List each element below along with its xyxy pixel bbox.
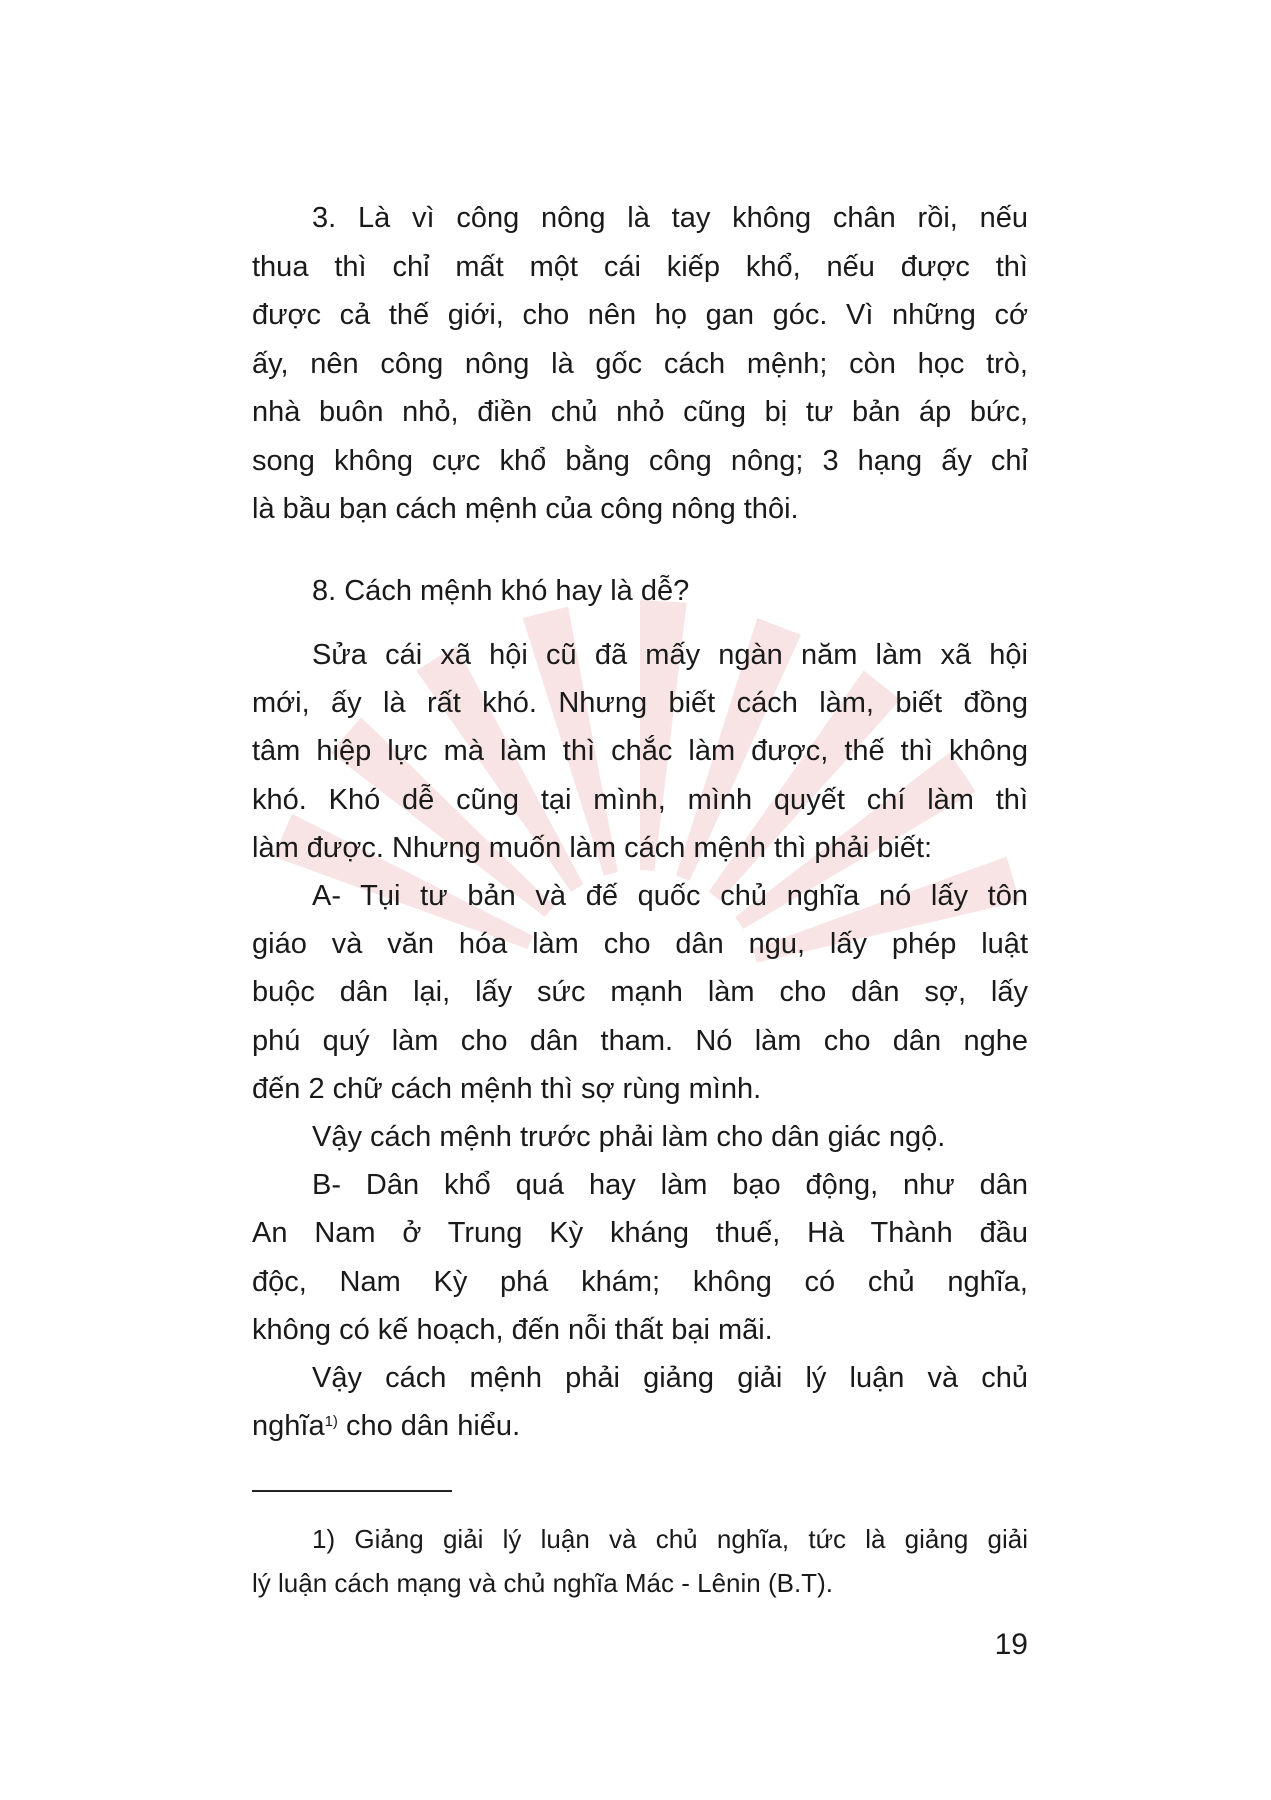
text-line: độc, Nam Kỳ phá khám; không có chủ nghĩa, [252, 1265, 1028, 1298]
page-number: 19 [994, 1628, 1028, 1661]
footnote-separator [252, 1490, 452, 1492]
text-line: tâm hiệp lực mà làm thì chắc làm được, thế thì không [252, 735, 1028, 768]
text-line: 3. Là vì công nông là tay không chân rồi, nếu [312, 202, 1028, 234]
text-line: ấy, nên công nông là gốc cách mệnh; còn học trò, [252, 347, 1028, 380]
text-line: nhà buôn nhỏ, điền chủ nhỏ cũng bị tư bản áp bức, [252, 396, 1028, 428]
section-heading: 8. Cách mệnh khó hay là dễ? [312, 575, 690, 607]
text-line: là bầu bạn cách mệnh của công nông thôi. [252, 493, 799, 525]
text-line: thua thì chỉ mất một cái kiếp khổ, nếu được thì [252, 250, 1028, 283]
text-line: song không cực khổ bằng công nông; 3 hạng ấy chỉ [252, 444, 1028, 477]
text-line: Vậy cách mệnh trước phải làm cho dân giác ngộ. [312, 1121, 946, 1153]
text-line: Sửa cái xã hội cũ đã mấy ngàn năm làm xã hội [312, 639, 1028, 671]
text: nghĩa [252, 1410, 325, 1443]
text-line: B- Dân khổ quá hay làm bạo động, như dân [312, 1169, 1028, 1202]
text-line: đến 2 chữ cách mệnh thì sợ rùng mình. [252, 1072, 762, 1105]
text-line: Vậy cách mệnh phải giảng giải lý luận và chủ [312, 1362, 1028, 1394]
text: cho dân hiểu. [337, 1410, 521, 1443]
text-line: không có kế hoạch, đến nỗi thất bại mãi. [252, 1313, 773, 1346]
text-line: được cả thế giới, cho nên họ gan góc. Vì những cớ [252, 299, 1028, 331]
text-line: giáo và văn hóa làm cho dân ngu, lấy phép luật [252, 928, 1028, 961]
text-line: A- Tụi tư bản và đế quốc chủ nghĩa nó lấy tôn [312, 880, 1028, 912]
text-line: buộc dân lại, lấy sức mạnh làm cho dân sợ, lấy [252, 976, 1028, 1009]
text-line: An Nam ở Trung Kỳ kháng thuế, Hà Thành đầu [252, 1217, 1028, 1250]
text-line: phú quý làm cho dân tham. Nó làm cho dân nghe [252, 1024, 1028, 1057]
text-line: khó. Khó dễ cũng tại mình, mình quyết chí làm thì [252, 783, 1028, 816]
text-line: làm được. Nhưng muốn làm cách mệnh thì phải biết: [252, 831, 933, 864]
footnote-reference[interactable]: 1) [324, 1413, 338, 1431]
footnote-line: lý luận cách mạng và chủ nghĩa Mác - Lênin (B.T). [252, 1568, 833, 1598]
text-line: mới, ấy là rất khó. Nhưng biết cách làm, biết đồng [252, 687, 1028, 720]
footnote-line: 1) Giảng giải lý luận và chủ nghĩa, tức là giảng giải [312, 1524, 1028, 1554]
text-line [252, 1408, 1028, 1444]
